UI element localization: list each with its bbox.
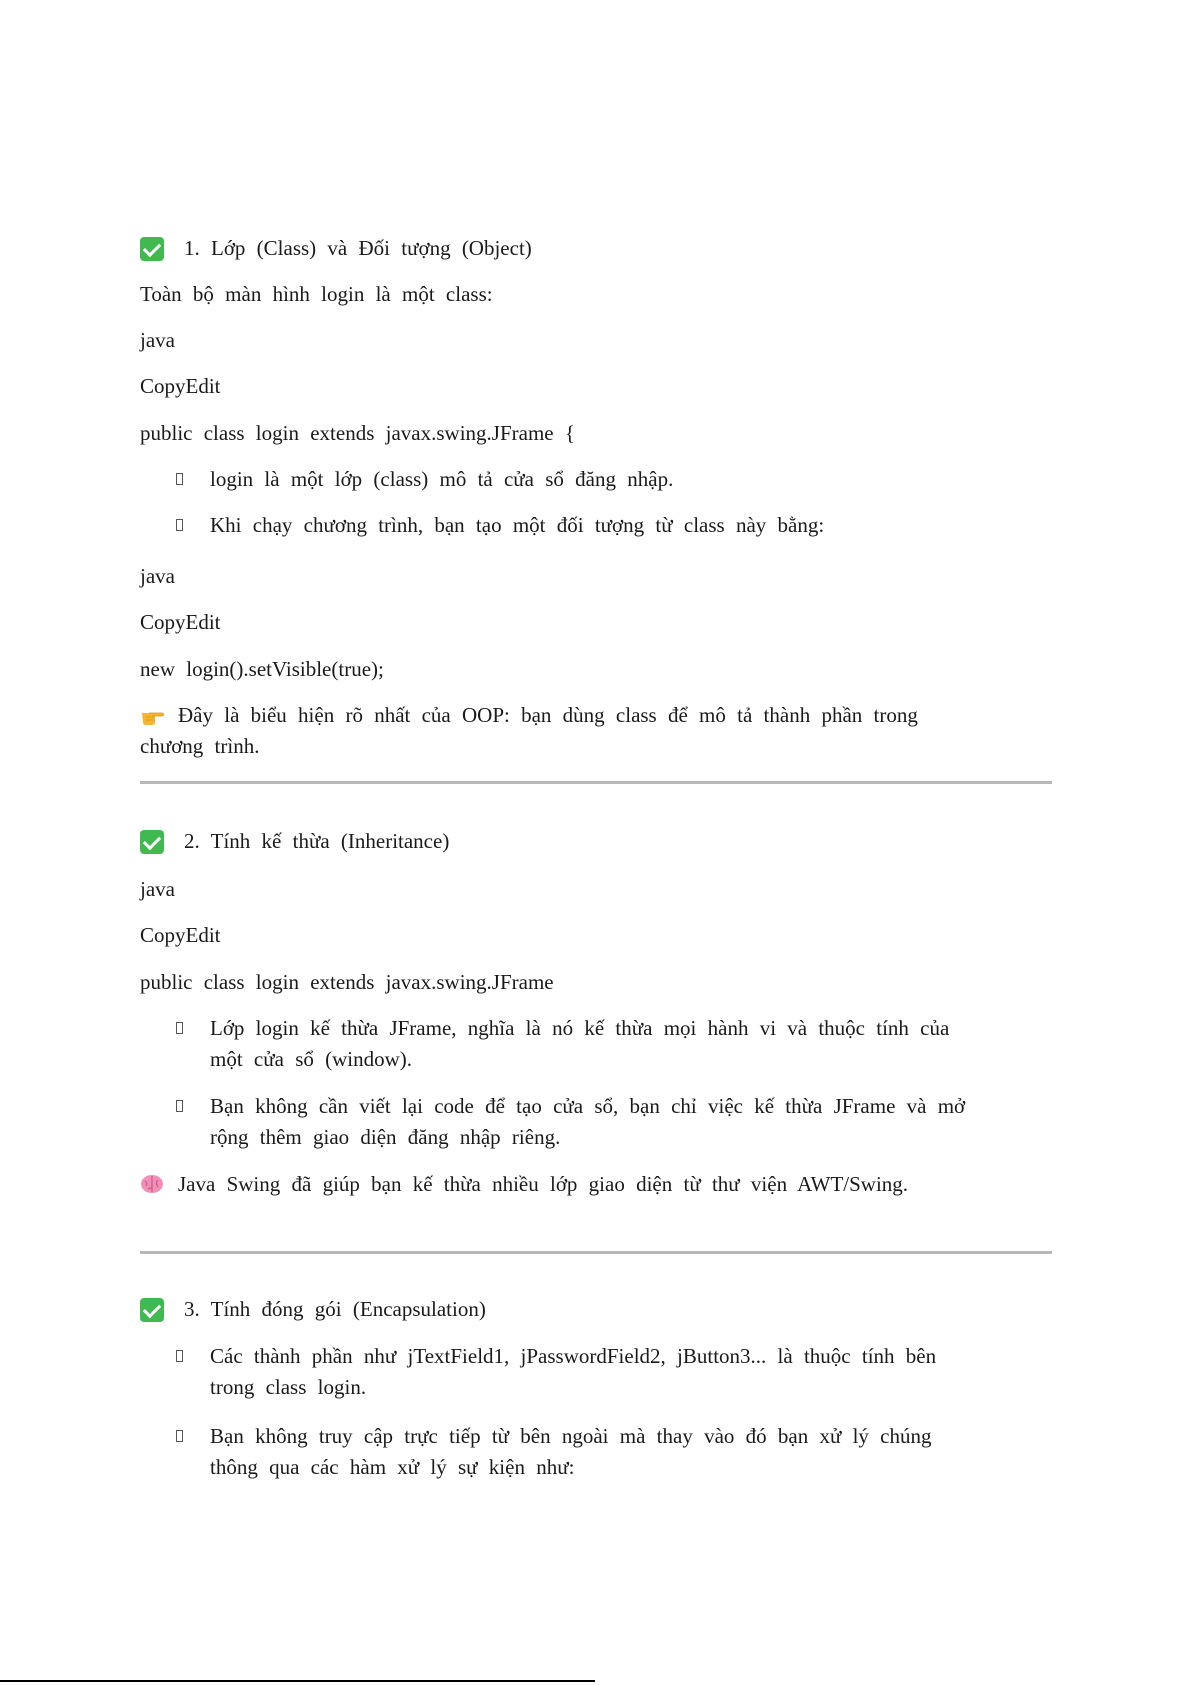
list-item-text: Bạn không cần viết lại code để tạo cửa sổ, bạn chỉ việc kế thừa JFrame và mở rộng thêm giao diện đăng nhập riêng. [210,1094,966,1149]
list-item-text: Các thành phần như jTextField1, jPasswordField2, jButton3... là thuộc tính bên trong class login. [210,1344,937,1399]
check-mark-icon [140,830,164,854]
note-text: Java Swing đã giúp bạn kế thừa nhiều lớp giao diện từ thư viện AWT/Swing. [178,1172,909,1196]
section-3-title: 3. Tính đóng gói (Encapsulation) [184,1297,486,1321]
bullet-icon [176,1022,183,1034]
section-divider [140,781,1052,784]
page-bottom-rule [0,1680,595,1682]
list-item-text: Lớp login kế thừa JFrame, nghĩa là nó kế thừa mọi hành vi và thuộc tính của một cửa sổ (window). [210,1016,950,1071]
list-item [140,510,980,541]
bullet-icon [176,473,183,485]
code-language-label: java [140,564,175,588]
code-line: new login().setVisible(true); [140,657,384,681]
list-item [140,1091,980,1153]
list-item [140,1421,980,1483]
list-item [140,1013,980,1075]
section-3-heading [140,1294,486,1325]
section-1-title: 1. Lớp (Class) và Đối tượng (Object) [184,236,532,260]
bullet-icon [176,1430,183,1442]
pointing-hand-icon [140,704,164,726]
section-2-title: 2. Tính kế thừa (Inheritance) [184,829,450,853]
list-item-text: Bạn không truy cập trực tiếp từ bên ngoài mà thay vào đó bạn xử lý chúng thông qua các hàm xử lý sự kiện như: [210,1424,932,1479]
note-text: Đây là biểu hiện rõ nhất của OOP: bạn dùng class để mô tả thành phần trong chương trình. [140,703,918,758]
list-item [140,464,980,495]
section-1-note [140,700,980,762]
section-2-heading [140,826,449,857]
code-language-label: java [140,328,175,352]
code-language-label: java [140,877,175,901]
code-line: public class login extends javax.swing.JFrame [140,970,554,994]
copy-edit-label: CopyEdit [140,610,221,634]
copy-edit-label: CopyEdit [140,923,221,947]
bullet-icon [176,519,183,531]
section-1-heading [140,233,532,264]
list-item-text: login là một lớp (class) mô tả cửa sổ đăng nhập. [210,467,674,491]
section-2-note [140,1169,980,1200]
copy-edit-label: CopyEdit [140,374,221,398]
list-item [140,1341,980,1403]
list-item-text: Khi chạy chương trình, bạn tạo một đối tượng từ class này bằng: [210,513,825,537]
section-1-intro: Toàn bộ màn hình login là một class: [140,282,493,306]
bullet-icon [176,1100,183,1112]
brain-icon [140,1173,164,1195]
code-line: public class login extends javax.swing.JFrame { [140,421,575,445]
bullet-icon [176,1350,183,1362]
section-divider [140,1251,1052,1254]
check-mark-icon [140,1298,164,1322]
check-mark-icon [140,237,164,261]
